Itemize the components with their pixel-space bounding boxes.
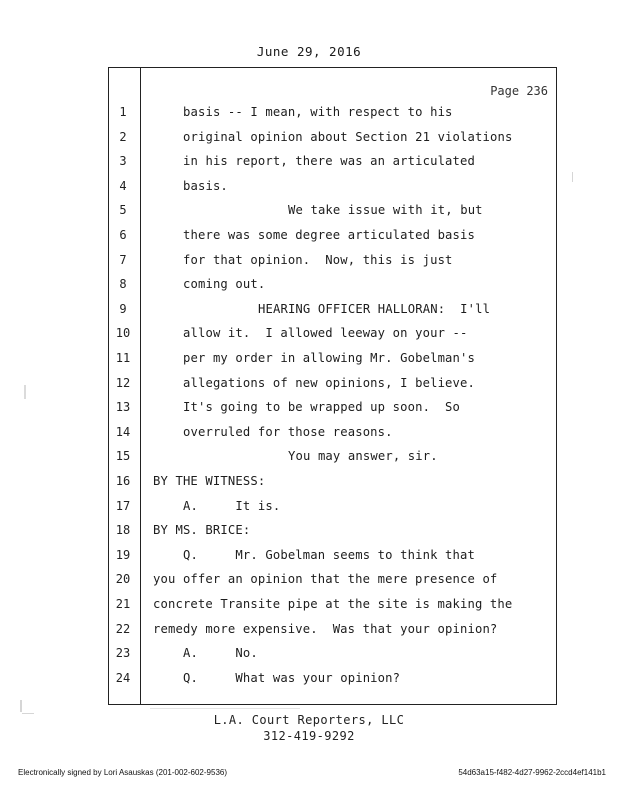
line-number: 13	[115, 400, 131, 415]
line-text: It's going to be wrapped up soon. So	[183, 400, 461, 415]
transcript-line	[0, 425, 618, 443]
line-number: 18	[115, 523, 131, 538]
line-text: original opinion about Section 21 violations	[183, 129, 513, 144]
electronic-signature-note: Electronically signed by Lori Asauskas (201-002-602-9536)	[18, 768, 228, 777]
line-text: remedy more expensive. Was that your opinion?	[153, 621, 498, 636]
line-number: 23	[115, 646, 131, 661]
line-text: A. No.	[183, 646, 258, 661]
page-number: Page 236	[490, 84, 548, 98]
line-text: You may answer, sir.	[288, 449, 438, 464]
line-number: 11	[115, 351, 131, 365]
transcript-line	[0, 548, 618, 566]
transcript-line	[0, 572, 618, 590]
scan-speck	[572, 172, 573, 182]
transcript-date: June 29, 2016	[256, 44, 362, 59]
line-number: 9	[119, 301, 127, 316]
scan-speck	[24, 385, 26, 399]
transcript-line	[0, 523, 618, 541]
line-number: 2	[119, 129, 127, 144]
line-text: in his report, there was an articulated	[183, 154, 476, 169]
line-number: 8	[119, 277, 127, 292]
transcript-line	[0, 376, 618, 394]
line-number: 22	[115, 621, 131, 636]
line-number: 5	[119, 203, 127, 218]
line-text: concrete Transite pipe at the site is making the	[153, 597, 513, 611]
line-number: 3	[119, 154, 127, 169]
transcript-line	[0, 671, 618, 689]
line-text: allow it. I allowed leeway on your --	[183, 326, 468, 341]
transcript-line	[0, 253, 618, 271]
transcript-line	[0, 351, 618, 369]
line-text: there was some degree articulated basis	[183, 228, 476, 242]
line-text: basis.	[183, 178, 228, 193]
line-text: per my order in allowing Mr. Gobelman's	[183, 351, 476, 365]
line-number: 21	[115, 597, 131, 611]
scan-speck	[150, 708, 300, 709]
line-text: HEARING OFFICER HALLORAN: I'll	[258, 301, 491, 316]
line-number: 20	[115, 572, 131, 587]
line-text: BY THE WITNESS:	[153, 474, 266, 488]
court-reporter-name: L.A. Court Reporters, LLC	[213, 713, 405, 727]
transcript-line	[0, 154, 618, 172]
transcript-line	[0, 449, 618, 467]
line-number: 16	[115, 474, 131, 488]
transcript-line	[0, 228, 618, 246]
scan-speck	[20, 700, 22, 712]
line-number: 10	[115, 326, 131, 341]
line-text: BY MS. BRICE:	[153, 523, 251, 538]
line-number: 7	[119, 252, 127, 267]
transcript-line	[0, 179, 618, 197]
line-text: coming out.	[183, 277, 266, 292]
line-text: overruled for those reasons.	[183, 424, 393, 439]
transcript-line	[0, 277, 618, 295]
line-number: 12	[115, 375, 131, 390]
line-number: 19	[115, 547, 131, 562]
line-text: allegations of new opinions, I believe.	[183, 375, 476, 390]
line-number: 14	[115, 424, 131, 439]
line-number: 6	[119, 228, 127, 242]
line-text: Q. What was your opinion?	[183, 670, 401, 685]
transcript-line	[0, 326, 618, 344]
line-number: 4	[119, 178, 127, 193]
line-text: you offer an opinion that the mere presence of	[153, 572, 498, 587]
transcript-line	[0, 474, 618, 492]
transcript-line	[0, 499, 618, 517]
line-number: 15	[115, 449, 131, 464]
transcript-line	[0, 400, 618, 418]
transcript-line	[0, 597, 618, 615]
line-text: basis -- I mean, with respect to his	[183, 105, 453, 119]
transcript-line	[0, 203, 618, 221]
court-reporter-phone: 312-419-9292	[263, 729, 355, 743]
document-id: 54d63a15-f482-4d27-9962-2ccd4ef141b1	[458, 768, 606, 777]
scan-speck	[22, 713, 34, 714]
line-text: Q. Mr. Gobelman seems to think that	[183, 547, 476, 562]
line-number: 17	[115, 498, 131, 513]
transcript-line	[0, 302, 618, 320]
line-number: 24	[115, 670, 131, 685]
line-text: We take issue with it, but	[288, 203, 483, 218]
line-text: for that opinion. Now, this is just	[183, 252, 453, 267]
transcript-line	[0, 130, 618, 148]
transcript-line	[0, 646, 618, 664]
transcript-line	[0, 105, 618, 123]
line-text: A. It is.	[183, 498, 281, 513]
transcript-line	[0, 622, 618, 640]
line-number: 1	[119, 105, 127, 119]
